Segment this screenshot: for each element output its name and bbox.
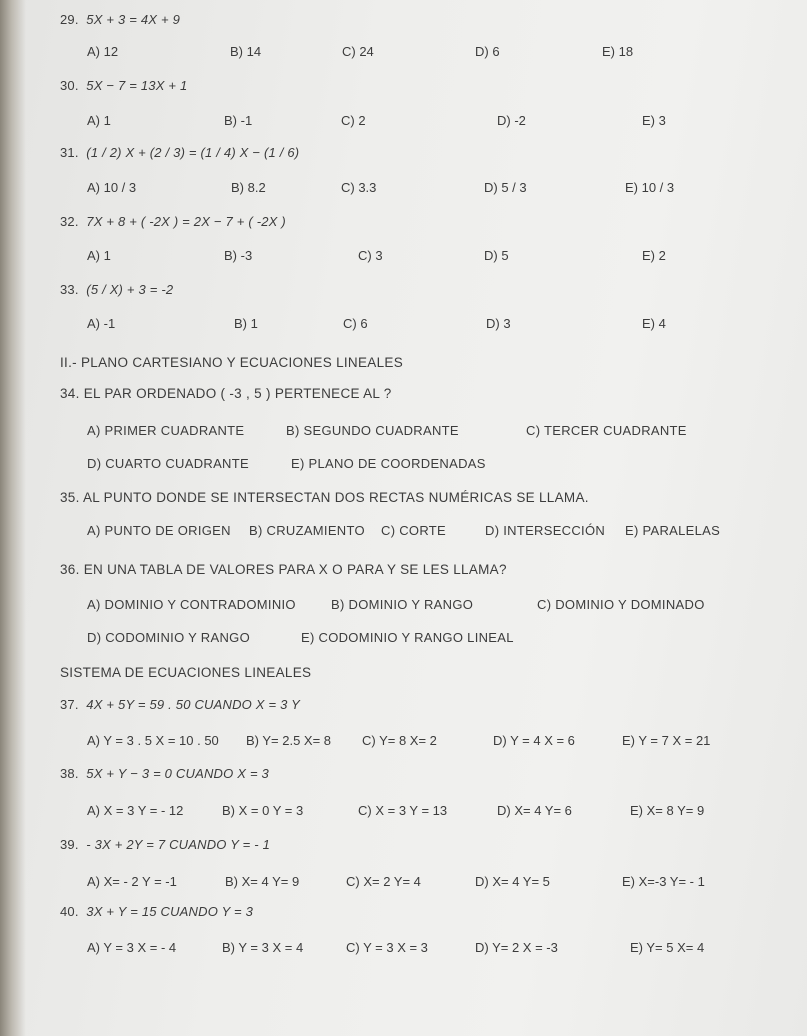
option-e[interactable]: E) PLANO DE COORDENADAS xyxy=(291,456,486,471)
option-a[interactable]: A) X= - 2 Y = -1 xyxy=(87,874,177,889)
option-e[interactable]: E) 10 / 3 xyxy=(625,180,675,195)
question-39 xyxy=(60,837,270,852)
option-c[interactable]: C) Y = 3 X = 3 xyxy=(346,940,428,955)
option-c[interactable]: C) Y= 8 X= 2 xyxy=(362,733,437,748)
options-33 xyxy=(0,316,807,336)
question-equation: 5X + 3 = 4X + 9 xyxy=(86,12,181,27)
option-a[interactable]: A) X = 3 Y = - 12 xyxy=(87,803,184,818)
options-39 xyxy=(0,874,807,894)
option-b[interactable]: B) SEGUNDO CUADRANTE xyxy=(286,423,459,438)
question-number: 29. xyxy=(60,12,79,27)
option-b[interactable]: B) -1 xyxy=(224,113,253,128)
question-32 xyxy=(60,214,286,229)
question-equation: - 3X + 2Y = 7 CUANDO Y = - 1 xyxy=(86,837,271,852)
option-a[interactable]: A) DOMINIO Y CONTRADOMINIO xyxy=(87,597,296,612)
option-b[interactable]: B) 14 xyxy=(230,44,262,59)
option-c[interactable]: C) DOMINIO Y DOMINADO xyxy=(537,597,705,612)
option-d[interactable]: D) CUARTO CUADRANTE xyxy=(87,456,249,471)
options-30 xyxy=(0,113,807,133)
option-e[interactable]: E) PARALELAS xyxy=(625,523,721,538)
option-c[interactable]: C) 2 xyxy=(341,113,366,128)
option-d[interactable]: D) 3 xyxy=(486,316,511,331)
options-34-row1 xyxy=(0,423,807,443)
option-d[interactable]: D) 5 / 3 xyxy=(484,180,527,195)
option-e[interactable]: E) CODOMINIO Y RANGO LINEAL xyxy=(301,630,514,645)
option-b[interactable]: B) X= 4 Y= 9 xyxy=(225,874,300,889)
options-29 xyxy=(0,44,807,64)
question-35: 35. AL PUNTO DONDE SE INTERSECTAN DOS RECTAS NUMÉRICAS SE LLAMA. xyxy=(60,490,589,505)
option-b[interactable]: B) Y = 3 X = 4 xyxy=(222,940,304,955)
options-34-row2 xyxy=(0,456,807,476)
question-equation: (5 / X) + 3 = -2 xyxy=(86,282,174,297)
question-number: 40. xyxy=(60,904,79,919)
option-d[interactable]: D) Y= 2 X = -3 xyxy=(475,940,558,955)
question-number: 30. xyxy=(60,78,79,93)
question-equation: 5X + Y − 3 = 0 CUANDO X = 3 xyxy=(86,766,269,781)
question-36: 36. EN UNA TABLA DE VALORES PARA X O PARA Y SE LES LLAMA? xyxy=(60,562,507,577)
option-b[interactable]: B) 1 xyxy=(234,316,258,331)
options-35 xyxy=(0,523,807,543)
option-c[interactable]: C) X= 2 Y= 4 xyxy=(346,874,421,889)
question-37 xyxy=(60,697,300,712)
option-c[interactable]: C) TERCER CUADRANTE xyxy=(526,423,687,438)
options-38 xyxy=(0,803,807,823)
option-a[interactable]: A) PUNTO DE ORIGEN xyxy=(87,523,231,538)
option-d[interactable]: D) X= 4 Y= 5 xyxy=(475,874,550,889)
question-equation: 5X − 7 = 13X + 1 xyxy=(86,78,188,93)
option-e[interactable]: E) 4 xyxy=(642,316,666,331)
option-a[interactable]: A) Y = 3 . 5 X = 10 . 50 xyxy=(87,733,219,748)
options-40 xyxy=(0,940,807,960)
question-30 xyxy=(60,78,187,93)
question-number: 31. xyxy=(60,145,79,160)
option-e[interactable]: E) X= 8 Y= 9 xyxy=(630,803,705,818)
option-e[interactable]: E) 3 xyxy=(642,113,666,128)
option-a[interactable]: A) 10 / 3 xyxy=(87,180,137,195)
question-equation: 4X + 5Y = 59 . 50 CUANDO X = 3 Y xyxy=(86,697,300,712)
option-d[interactable]: D) 5 xyxy=(484,248,509,263)
option-c[interactable]: C) 3 xyxy=(358,248,383,263)
option-c[interactable]: C) X = 3 Y = 13 xyxy=(358,803,448,818)
options-36-row1 xyxy=(0,597,807,617)
option-d[interactable]: D) 6 xyxy=(475,44,500,59)
option-e[interactable]: E) Y= 5 X= 4 xyxy=(630,940,705,955)
option-b[interactable]: B) X = 0 Y = 3 xyxy=(222,803,304,818)
question-38 xyxy=(60,766,269,781)
option-e[interactable]: E) 18 xyxy=(602,44,634,59)
question-number: 37. xyxy=(60,697,79,712)
option-d[interactable]: D) X= 4 Y= 6 xyxy=(497,803,572,818)
option-e[interactable]: E) Y = 7 X = 21 xyxy=(622,733,711,748)
options-36-row2 xyxy=(0,630,807,650)
question-33 xyxy=(60,282,173,297)
option-d[interactable]: D) CODOMINIO Y RANGO xyxy=(87,630,250,645)
option-a[interactable]: A) Y = 3 X = - 4 xyxy=(87,940,177,955)
question-number: 38. xyxy=(60,766,79,781)
option-b[interactable]: B) DOMINIO Y RANGO xyxy=(331,597,474,612)
option-a[interactable]: A) PRIMER CUADRANTE xyxy=(87,423,245,438)
question-number: 33. xyxy=(60,282,79,297)
section-heading-3: SISTEMA DE ECUACIONES LINEALES xyxy=(60,665,312,680)
question-equation: 3X + Y = 15 CUANDO Y = 3 xyxy=(86,904,254,919)
section-heading-2: II.- PLANO CARTESIANO Y ECUACIONES LINEALES xyxy=(60,355,404,370)
option-d[interactable]: D) Y = 4 X = 6 xyxy=(493,733,575,748)
option-d[interactable]: D) -2 xyxy=(497,113,526,128)
question-40 xyxy=(60,904,253,919)
option-b[interactable]: B) CRUZAMIENTO xyxy=(249,523,365,538)
option-c[interactable]: C) 6 xyxy=(343,316,368,331)
options-31 xyxy=(0,180,807,200)
options-32 xyxy=(0,248,807,268)
question-29 xyxy=(60,12,180,27)
option-c[interactable]: C) 3.3 xyxy=(341,180,377,195)
option-b[interactable]: B) Y= 2.5 X= 8 xyxy=(246,733,332,748)
question-34: 34. EL PAR ORDENADO ( -3 , 5 ) PERTENECE AL ? xyxy=(60,386,392,401)
option-e[interactable]: E) X=-3 Y= - 1 xyxy=(622,874,705,889)
option-c[interactable]: C) 24 xyxy=(342,44,374,59)
question-number: 32. xyxy=(60,214,79,229)
question-31 xyxy=(60,145,299,160)
option-c[interactable]: C) CORTE xyxy=(381,523,446,538)
question-equation: (1 / 2) X + (2 / 3) = (1 / 4) X − (1 / 6) xyxy=(86,145,300,160)
option-a[interactable]: A) 1 xyxy=(87,248,111,263)
question-equation: 7X + 8 + ( -2X ) = 2X − 7 + ( -2X ) xyxy=(86,214,286,229)
option-b[interactable]: B) 8.2 xyxy=(231,180,266,195)
options-37 xyxy=(0,733,807,753)
option-a[interactable]: A) 1 xyxy=(87,113,111,128)
option-a[interactable]: A) 12 xyxy=(87,44,119,59)
option-a[interactable]: A) -1 xyxy=(87,316,116,331)
option-e[interactable]: E) 2 xyxy=(642,248,666,263)
option-d[interactable]: D) INTERSECCIÓN xyxy=(485,523,606,538)
option-b[interactable]: B) -3 xyxy=(224,248,253,263)
question-number: 39. xyxy=(60,837,79,852)
